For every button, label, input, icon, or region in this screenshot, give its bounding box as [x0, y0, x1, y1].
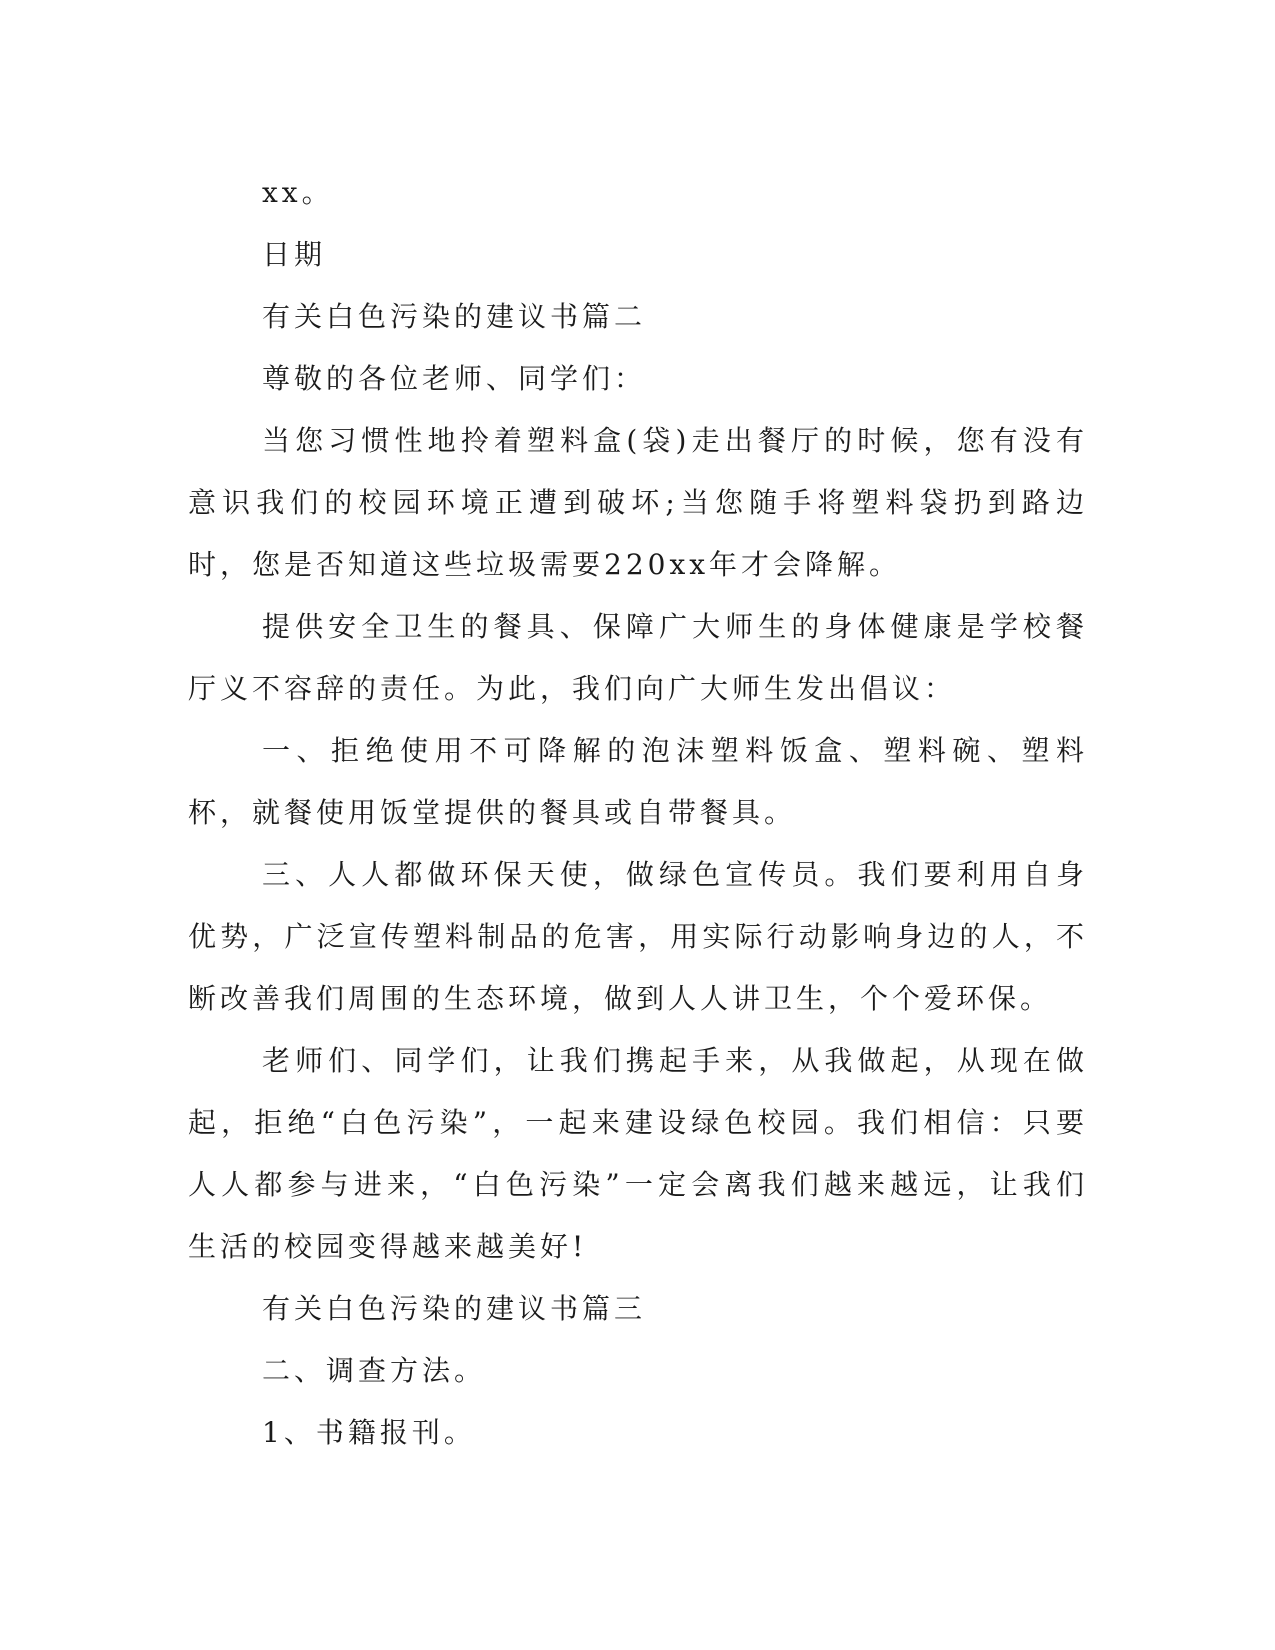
paragraph-call-to-action: 老师们、同学们，让我们携起手来，从我做起，从现在做起，拒绝“白色污染”，一起来建设绿色校园。我们相信：只要人人都参与进来，“白色污染”一定会离我们越来越远，让我们生活的校园变得越来越美好!	[188, 1044, 1088, 1263]
paragraph-item-one: 一、拒绝使用不可降解的泡沫塑料饭盒、塑料碗、塑料杯，就餐使用饭堂提供的餐具或自带餐具。	[188, 734, 1088, 829]
paragraph-signature: xx。	[262, 176, 334, 209]
paragraph-books-periodicals: 1、书籍报刊。	[262, 1416, 476, 1449]
paragraph-plastic-bags: 当您习惯性地拎着塑料盒(袋)走出餐厅的时候，您有没有意识我们的校园环境正遭到破坏;当您随手将塑料袋扔到路边时，您是否知道这些垃圾需要220xx年才会降解。	[188, 424, 1088, 581]
section-heading-2: 有关白色污染的建议书篇二	[262, 300, 647, 333]
paragraph-date: 日期	[262, 238, 327, 271]
salutation: 尊敬的各位老师、同学们：	[262, 362, 647, 395]
section-heading-3: 有关白色污染的建议书篇三	[262, 1292, 647, 1325]
paragraph-responsibility: 提供安全卫生的餐具、保障广大师生的身体健康是学校餐厅义不容辞的责任。为此，我们向广大师生发出倡议：	[188, 610, 1088, 705]
document-body	[188, 162, 1088, 1464]
paragraph-survey-method: 二、调查方法。	[262, 1354, 487, 1387]
paragraph-item-three: 三、人人都做环保天使，做绿色宣传员。我们要利用自身优势，广泛宣传塑料制品的危害，用实际行动影响身边的人，不断改善我们周围的生态环境，做到人人讲卫生，个个爱环保。	[188, 858, 1088, 1015]
